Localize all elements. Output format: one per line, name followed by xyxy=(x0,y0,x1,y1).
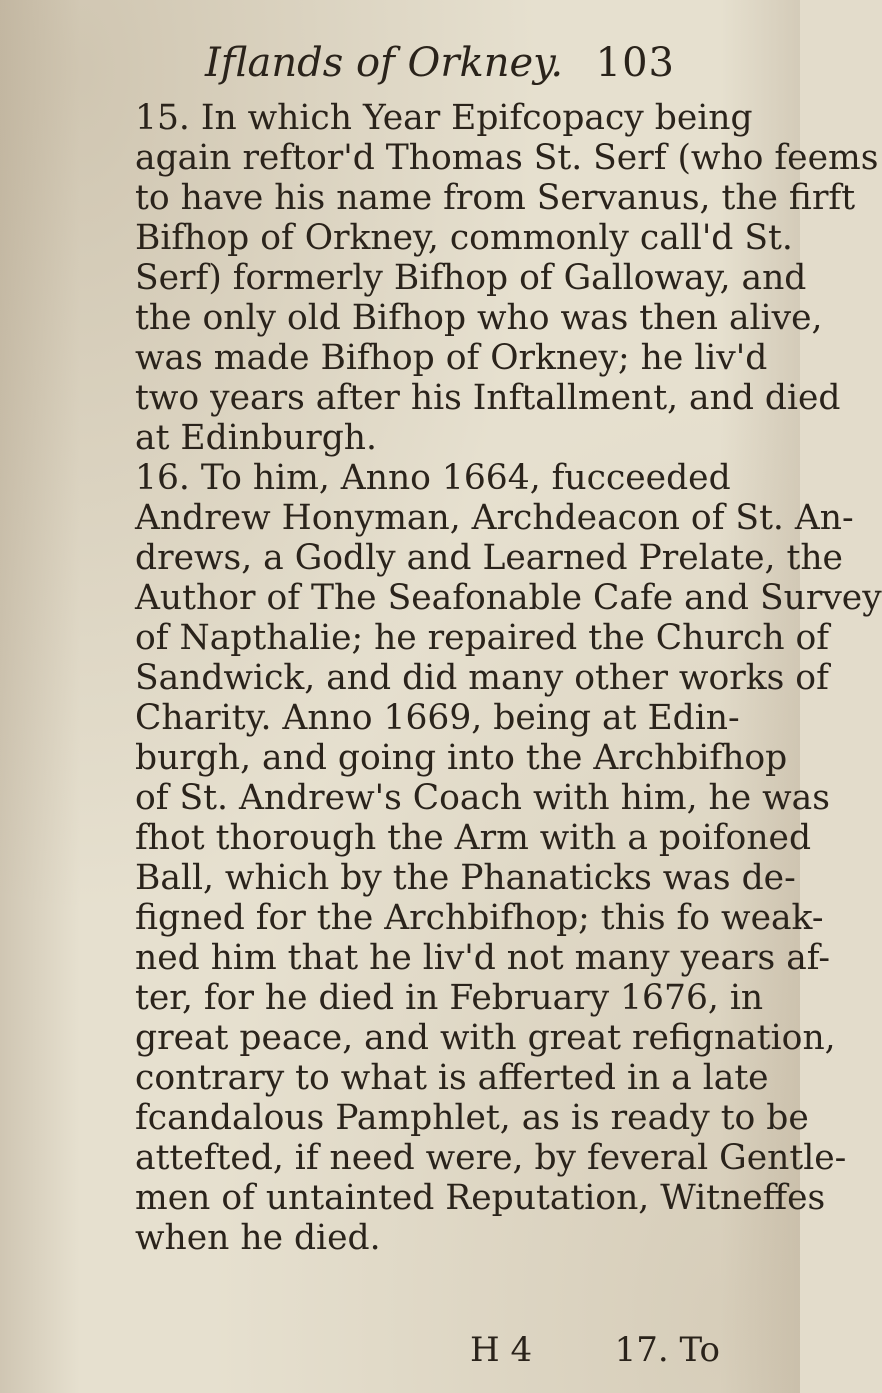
text-line: figned for the Archbifhop; this fo weak- xyxy=(135,898,824,938)
text-line: of St. Andrew's Coach with him, he was xyxy=(135,778,830,818)
text-line: when he died. xyxy=(135,1218,381,1258)
page-header xyxy=(205,40,675,100)
text-line: ter, for he died in February 1676, in xyxy=(135,978,764,1018)
text-line: two years after his Inftallment, and died xyxy=(135,378,841,418)
running-head: Iflands of Orkney. xyxy=(205,40,564,86)
text-line: great peace, and with great refignation, xyxy=(135,1018,836,1058)
text-line: fcandalous Pamphlet, as is ready to be xyxy=(135,1098,809,1138)
text-line: men of untainted Reputation, Witneffes xyxy=(135,1178,826,1218)
text-line: Sandwick, and did many other works of xyxy=(135,658,829,698)
text-line: Ball, which by the Phanaticks was de- xyxy=(135,858,796,898)
text-line: fhot thorough the Arm with a poifoned xyxy=(135,818,812,858)
catchword: 17. To xyxy=(614,1330,720,1370)
text-line: the only old Bifhop who was then alive, xyxy=(135,298,823,338)
text-line: 15. In which Year Epifcopacy being xyxy=(135,98,753,138)
text-line: Bifhop of Orkney, commonly call'd St. xyxy=(135,218,793,258)
text-line: to have his name from Servanus, the firft xyxy=(135,178,856,218)
text-line: ned him that he liv'd not many years af- xyxy=(135,938,830,978)
text-line: again reftor'd Thomas St. Serf (who feems xyxy=(135,138,879,178)
text-line: Serf) formerly Bifhop of Galloway, and xyxy=(135,258,807,298)
page-footer xyxy=(470,1330,720,1370)
signature-mark: H 4 xyxy=(470,1330,533,1370)
text-line: Author of The Seafonable Cafe and Survey xyxy=(135,578,882,618)
text-line: of Napthalie; he repaired the Church of xyxy=(135,618,830,658)
text-line: burgh, and going into the Archbifhop xyxy=(135,738,788,778)
text-line: attefted, if need were, by feveral Gentle- xyxy=(135,1138,847,1178)
text-line: contrary to what is afferted in a late xyxy=(135,1058,769,1098)
text-line: was made Bifhop of Orkney; he liv'd xyxy=(135,338,768,378)
text-line: Charity. Anno 1669, being at Edin- xyxy=(135,698,740,738)
text-line: Andrew Honyman, Archdeacon of St. An- xyxy=(135,498,854,538)
page-number: 103 xyxy=(595,40,675,86)
text-line: drews, a Godly and Learned Prelate, the xyxy=(135,538,843,578)
text-line: 16. To him, Anno 1664, fucceeded xyxy=(135,458,731,498)
text-line: at Edinburgh. xyxy=(135,418,377,458)
body-text xyxy=(135,98,882,1258)
